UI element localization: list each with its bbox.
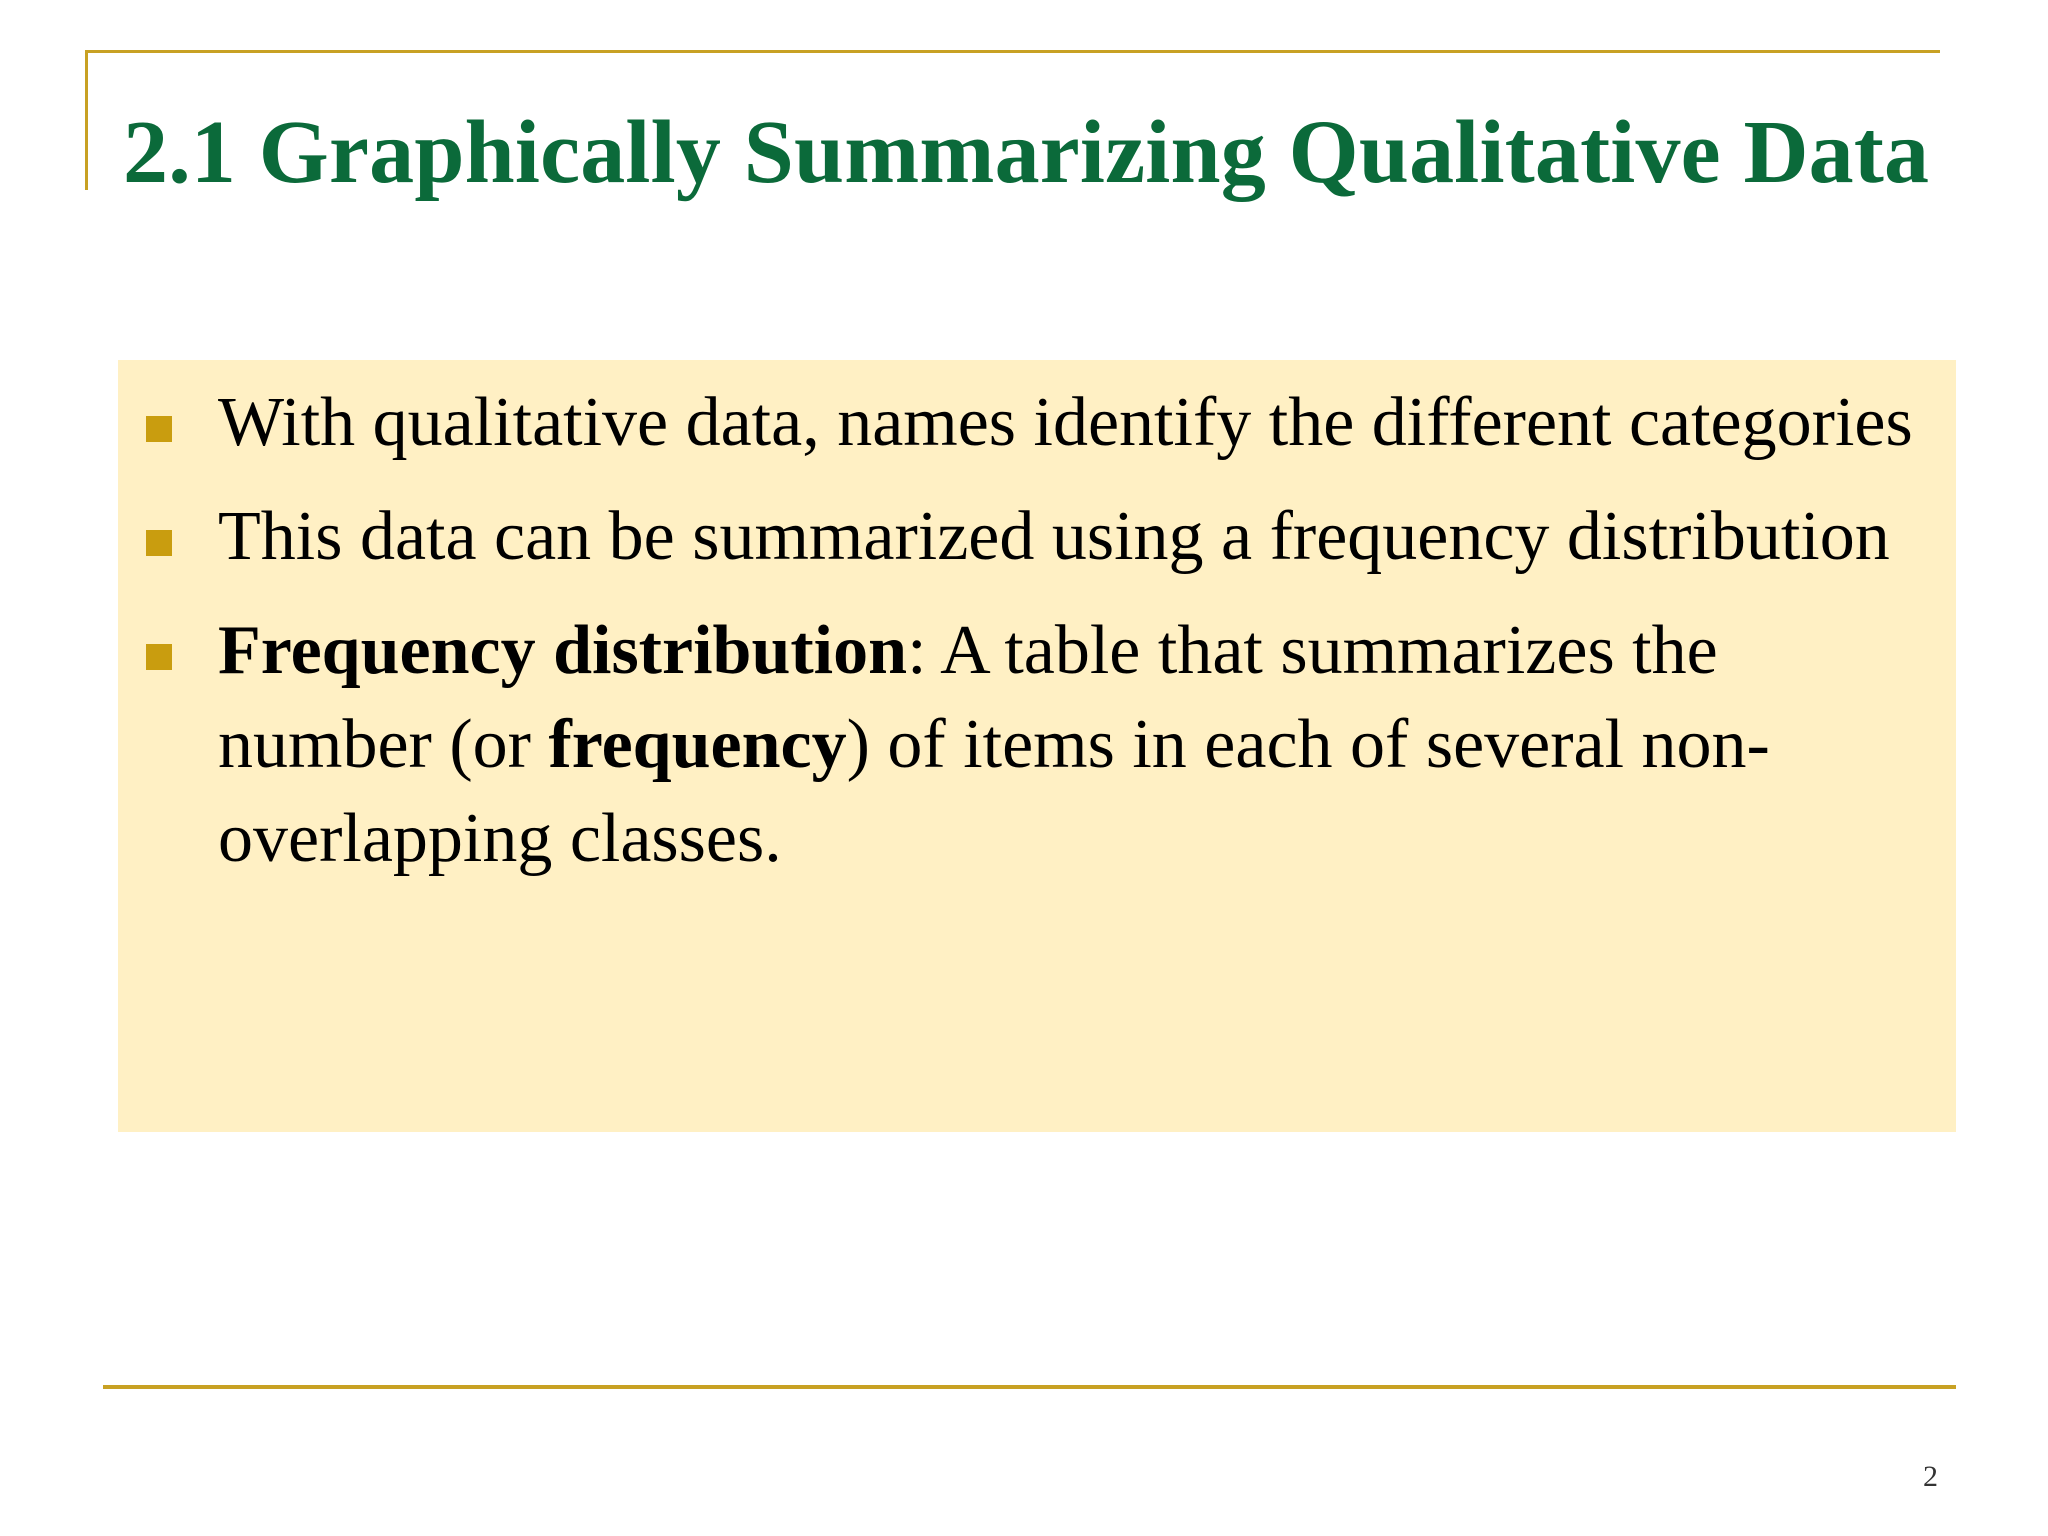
page-number: 2 [1923, 1460, 1938, 1493]
bullet-text: This data can be summarized using a frequency distribution [218, 498, 1890, 575]
square-bullet-icon [146, 530, 172, 556]
bullet-item [218, 490, 1918, 584]
definition-text-part2: ) of items in each of several non-overlapping classes. [218, 706, 1770, 877]
square-bullet-icon [146, 416, 172, 442]
definition-emphasis: frequency [548, 706, 847, 783]
bullet-item [218, 604, 1918, 886]
left-border-line [85, 50, 88, 190]
definition-term: Frequency distribution [218, 612, 908, 689]
square-bullet-icon [146, 644, 172, 670]
bottom-border-line [103, 1385, 1956, 1389]
bullet-list [218, 376, 1918, 906]
definition-text-part1: : A table that summarizes the number (or [218, 612, 1718, 783]
content-box [118, 360, 1956, 1132]
top-border-line [85, 50, 1940, 53]
bullet-item [218, 376, 1918, 470]
slide-title: 2.1 Graphically Summarizing Qualitative Data [123, 103, 1930, 202]
bullet-text: With qualitative data, names identify the different categories [218, 384, 1913, 461]
